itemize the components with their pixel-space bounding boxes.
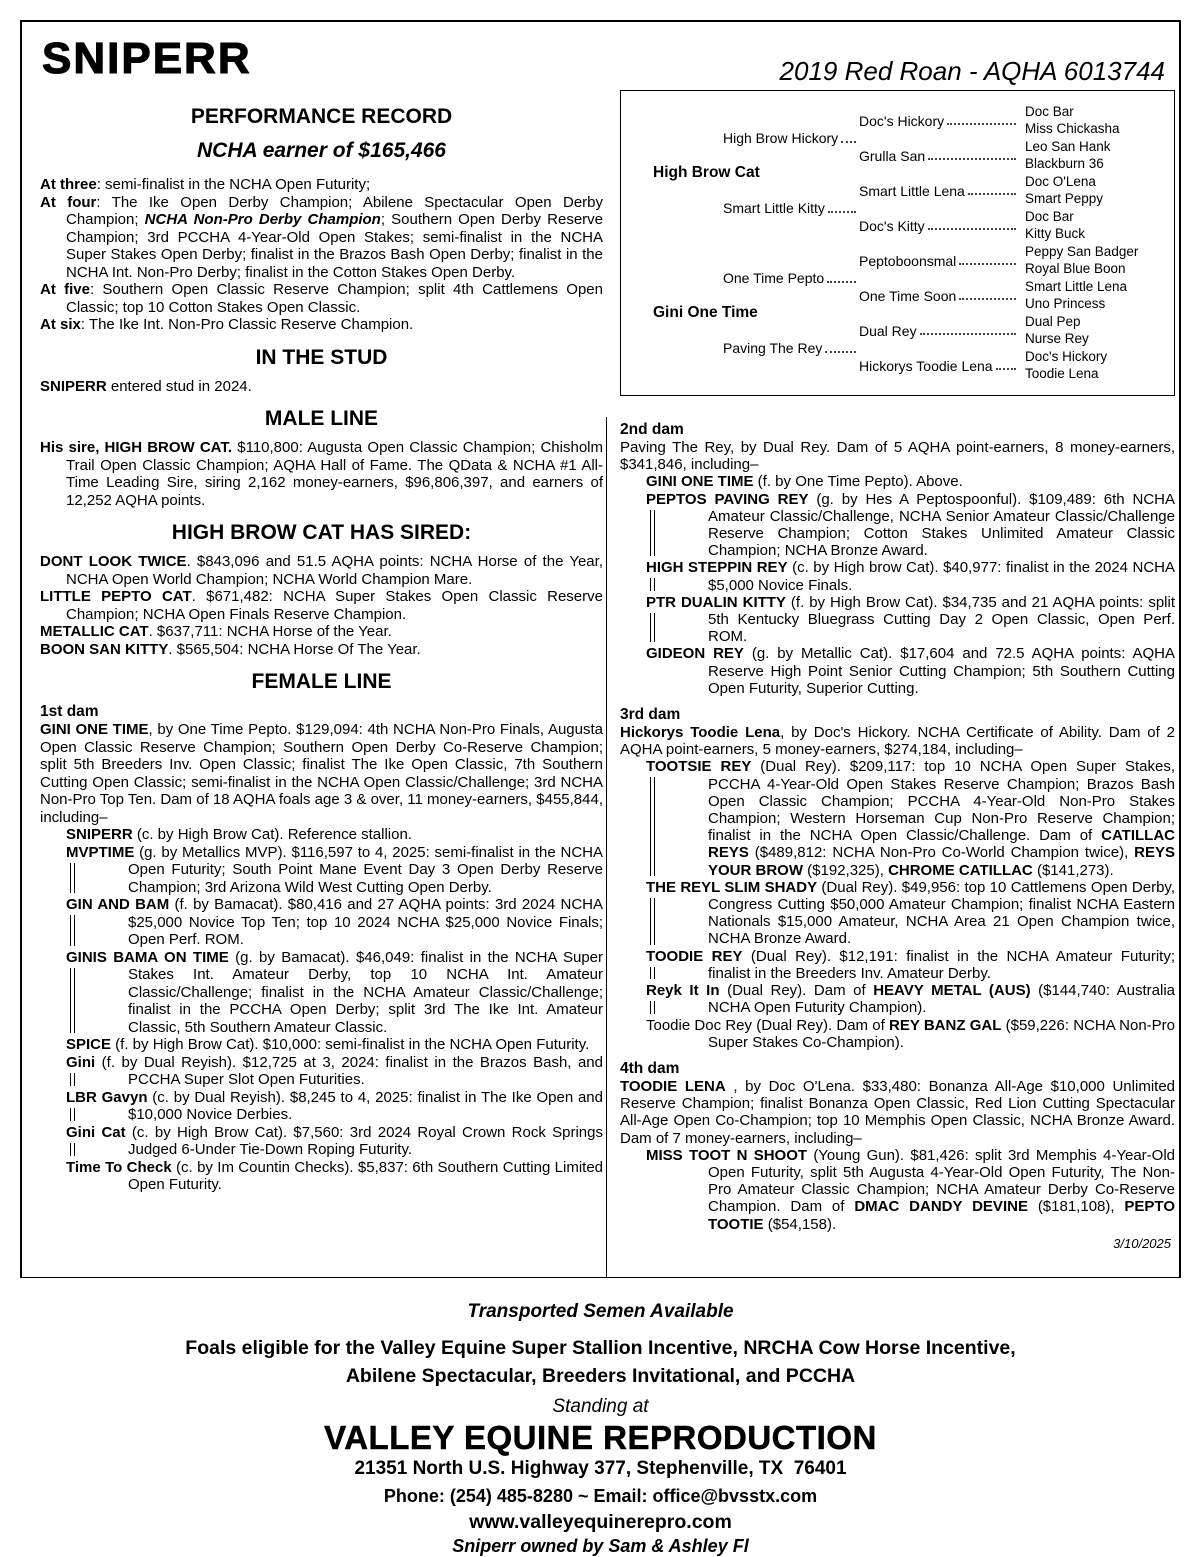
offspring-entry [620,645,1175,697]
offspring-entry [620,1147,1175,1233]
text-segment: HEAVY METAL (AUS) [873,982,1031,1000]
pedigree-gen4-pair [1019,209,1166,242]
text-segment: (f. by High Brow Cat). $34,735 and 21 AQHA points: split 5th Kentucky Bluegrass Cutting Day 2 Open Classic, Open Perf. ROM. [708,593,1175,646]
text-segment: ; Southern Open Derby Reserve Champion; 3rd PCCHA 4-Year-Old Open Stakes; semi-finalist in the NCHA Super Stakes Open Derby; finalist in the Brazos Bash Open Derby; finalist in the NCHA Int. Non-Pro Derby; finalist in the Cotton Stakes Open Derby. [66,211,603,281]
pedigree-gen2-name [635,340,859,356]
text-segment: (f. by Dual Reyish). $12,725 at 3, 2024: finalist in the Brazos Bash, and PCCHA Super Slot Open Futurities. [95,1053,603,1088]
text-segment: DONT LOOK TWICE [40,553,187,570]
pedigree-gen4-name: Smart Peppy [1025,190,1104,206]
text-segment: GINIS BAMA ON TIME [66,948,229,966]
offspring-entry [620,948,1175,982]
earnings-line: NCHA earner of $165,466 [196,139,446,162]
text-segment: , by One Time Pepto. $129,094: 4th NCHA Non-Pro Finals, Augusta Open Classic Reserve Champion; Southern Open Derby Co-Reserve Champion; split 5th Breeders Inv. Open Classic; finalist The Ike Open Classic, 7th Southern Cutting Open Classic; semi-finalist in the NCHA Open Classic/Challenge; 3rd NCHA Non-Pro Top Ten. Dam of 18 AQHA foals age 3 & over, 11 money-earners, $455,844, including– [40,721,603,826]
dam-intro [620,439,1175,473]
text-segment: LITTLE PEPTO CAT [40,588,192,605]
pedigree-gen3-name [859,218,1019,234]
text-segment: GIDEON REY [646,645,744,663]
pedigree-gen4-name: Doc O'Lena [1025,174,1096,189]
pedigree-name: One Time Soon [859,287,957,304]
pedigree-gen2-name [635,200,859,216]
offspring-entry [620,1017,1175,1051]
pedigree-name: Dual Rey [859,322,917,339]
text-segment: (c. by High Brow Cat). Reference stallion. [132,826,412,843]
dotted-leader [959,298,1016,300]
text-segment: CHROME CATILLAC [888,861,1033,879]
horse-name: SNIPERR [42,34,252,83]
text-segment: MISS TOOT N SHOOT [646,1146,808,1164]
offspring-entry [40,1054,603,1089]
pedigree-gen4-name: Doc Bar [1025,209,1074,224]
text-segment: THE REYL SLIM SHADY [646,878,818,896]
text-segment: LBR Gavyn [66,1088,148,1106]
dam-intro [40,721,603,826]
text-segment: REYS YOUR BROW [708,844,1175,879]
pedigree-gen3-name [859,253,1019,269]
offspring-entry [620,758,1175,878]
text-segment: : Southern Open Classic Reserve Champion; split 4th Cattlemens Open Classic; top 10 Cotton Stakes Open Classic. [66,281,603,316]
text-segment: GINI ONE TIME [646,473,754,491]
text-segment: (g. by Metallics MVP). $116,597 to 4, 2025: semi-finalist in the NCHA Open Futurity; South Point Mane Event Day 3 Open Derby Reserve Champion; 3rd Arizona Wild West Cutting Open Derby. [128,843,603,896]
foal-incentives-line2: Abilene Spectacular, Breeders Invitational, and PCCHA [345,1364,856,1387]
text-segment: TOODIE LENA [620,1077,726,1095]
text-segment: His sire, HIGH BROW CAT. [40,439,233,456]
text-segment: . $565,504: NCHA Horse Of The Year. [168,640,421,658]
offspring-entry [620,594,1175,646]
pedigree-date: 3/10/2025 [1113,1235,1171,1251]
text-segment: At five [40,281,90,298]
text-segment: (f. by One Time Pepto). Above. [753,473,963,491]
phone-email-line: Phone: (254) 485-8280 ~ Email: office@bvsstx.com [383,1486,818,1506]
left-column [40,105,603,1194]
pedigree-gen2-name [635,270,859,286]
website-line: www.valleyequinerepro.com [469,1511,732,1533]
pedigree-gen2-name [635,130,859,146]
offspring-entry [620,473,1175,490]
dotted-leader [996,368,1016,370]
text-segment: Time To Check [66,1158,172,1176]
pedigree-name: Peptoboonsmal [859,252,957,269]
text-segment: BOON SAN KITTY [40,640,169,658]
pedigree-gen4-name: Toodie Lena [1025,365,1099,381]
dam-label: 2nd dam [620,421,684,438]
text-segment: (f. by Bamacat). $80,416 and 27 AQHA points: 3rd 2024 NCHA $25,000 Novice Top Ten; top 10 2024 NCHA $25,000 Novice Finals; Open Perf. ROM. [128,896,604,948]
sired-items [40,553,603,658]
text-segment: , by Doc O'Lena. $33,480: Bonanza All-Age $10,000 Unlimited Reserve Champion; finalist Bonanza Open Classic, Red Lion Cutting Spectacular All-Age Open Co-Champion; top 10 Memphis Open Classic, NCHA Bronze Award. Dam of 7 money-earners, including– [620,1077,1175,1147]
page-frame [20,20,1181,1278]
text-segment: PEPTOS PAVING REY [646,490,809,508]
text-segment: ($181,108), [1027,1198,1125,1216]
text-segment: (Dual Rey). $49,956: top 10 Cattlemens Open Derby, Congress Cutting $50,000 Amateur Champion; finalist NCHA Eastern Nationals $15,000 Amateur, NCHA Area 21 Open Champion twice, NCHA Bronze Award. [708,878,1175,948]
text-segment: PEPTO TOOTIE [708,1198,1175,1233]
pedigree-gen4-pair [1019,314,1166,347]
dam-label: 4th dam [620,1059,680,1077]
pedigree-gen4-name: Doc Bar [1025,104,1074,119]
text-segment: : The Ike Open Derby Champion; Abilene Spectacular Open Derby Champion; [66,193,603,228]
text-segment: , by Doc's Hickory. NCHA Certificate of Ability. Dam of 2 AQHA point-earners, 5 money-earners, $274,184, including– [620,724,1175,759]
dam-label: 1st dam [40,703,99,720]
pedigree-gen3-name [859,323,1019,339]
text-segment: Hickorys Toodie Lena [620,724,781,742]
dotted-leader [828,211,856,213]
text-segment: (Dual Rey). $12,191: finalist in the NCHA Amateur Futurity; finalist in the Breeders Inv. Amateur Derby. [708,947,1175,982]
text-segment: $110,800: Augusta Open Classic Champion; Chisholm Trail Open Classic Champion; AQHA Hall of Fame. The QData & NCHA #1 All-Time Leading Sire, siring 2,162 money-earners, $96,806,397, and earners of 12,252 AQHA points. [66,439,603,509]
text-segment: NCHA Non-Pro Derby Champion [144,211,381,228]
right-column [620,90,1175,1251]
farm-address: 21351 North U.S. Highway 377, Stephenville, TX 76401 [354,1458,847,1479]
pedigree-name: Doc's Kitty [859,217,925,234]
sired-item [40,641,603,659]
pedigree-gen4-name: Smart Little Lena [1025,279,1128,294]
text-segment: entered stud in 2024. [106,377,252,395]
dotted-leader [947,123,1016,125]
text-segment: Paving The Rey, by Dual Rey. Dam of 5 AQHA point-earners, 8 money-earners, $341,846, including– [620,439,1175,474]
text-segment: ($59,226: NCHA Non-Pro Super Stakes Co-Champion). [708,1016,1175,1051]
offspring-entry [40,949,603,1037]
text-segment: ($54,158). [763,1215,837,1233]
text-segment: . $843,096 and 51.5 AQHA points: NCHA Horse of the Year, NCHA Open World Champion; NCHA World Champion Mare. [66,553,603,588]
offspring-entry [620,879,1175,948]
offspring-entry [40,826,603,844]
pedigree-gen3-name [859,288,1019,304]
text-segment: (g. by Bamacat). $46,049: finalist in the NCHA Super Stakes Int. Amateur Derby, top 10 NCHA Int. Amateur Classic/Challenge; finalist in the NCHA Amateur Classic/Challenge; finalist in the PCCHA Open Derby; split 3rd The Ike Int. Amateur Classic, 5th Southern Amateur Classic. [128,948,603,1036]
offspring-entry [40,896,603,949]
pedigree-name: High Brow Hickory [723,130,839,146]
pedigree-gen3-name [859,148,1019,164]
dam-label: 3rd dam [620,706,681,724]
text-segment: ($141,273). [1032,861,1114,879]
performance-record-heading: PERFORMANCE RECORD [190,105,453,128]
dotted-leader [825,351,856,353]
owner-line-clipped: Sniperr owned by Sam & Ashley Fl [452,1536,749,1556]
text-segment: : semi-finalist in the NCHA Open Futurity; [96,176,371,193]
pedigree-gen4-pair [1019,104,1166,137]
pedigree-gen4-pair [1019,174,1166,207]
pedigree-sire: High Brow Cat [653,164,760,181]
pedigree-name: Hickorys Toodie Lena [859,357,993,374]
offspring-entry [620,559,1175,593]
text-segment: : The Ike Int. Non-Pro Classic Reserve Champion. [80,316,414,333]
text-segment: . $671,482: NCHA Super Stakes Open Classic Reserve Champion; NCHA Open Finals Reserve Champion. [66,588,603,623]
dam-intro [620,1078,1175,1147]
text-segment: . $637,711: NCHA Horse of the Year. [148,623,392,640]
dotted-leader [920,333,1016,335]
text-segment: MVPTIME [66,843,135,861]
dotted-leader [959,263,1016,265]
pedigree-gen3-name [859,358,1019,374]
pedigree-gen4-pair [1019,349,1166,382]
pedigree-name: Paving The Rey [723,340,823,356]
text-segment: SNIPERR [40,377,107,395]
dotted-leader [841,141,856,143]
farm-name: VALLEY EQUINE REPRODUCTION [324,1419,877,1456]
sire-paragraph [40,439,603,509]
semen-available-line: Transported Semen Available [467,1301,734,1322]
foal-incentives-line1: Foals eligible for the Valley Equine Super Stallion Incentive, NRCHA Cow Horse Incentive, [185,1337,1016,1359]
offspring-entry [40,1036,603,1054]
offspring-entry [40,1089,603,1124]
text-segment: SPICE [66,1036,112,1053]
pedigree-gen4-pair [1019,139,1166,172]
text-segment: Toodie Doc Rey (Dual Rey). Dam of [646,1016,890,1034]
pedigree-grid [635,103,1166,383]
dotted-leader [968,193,1016,195]
text-segment: GIN AND BAM [66,896,170,913]
text-segment: (Dual Rey). $209,117: top 10 NCHA Open Super Stakes, PCCHA 4-Year-Old Open Stakes Reserve Champion; Brazos Bash Open Classic Champion; PCCHA 4-Year-Old Non-Pro Stakes Champion; Western Horseman Cup Non-Pro Reserve Champion; finalist in the NCHA Open Classic/Challenge. Dam of [708,758,1175,845]
performance-items [40,176,603,334]
pedigree-gen3-name [859,113,1019,129]
pedigree-gen4-name: Kitty Buck [1025,225,1086,241]
pedigree-gen4-name: Leo San Hank [1025,139,1111,154]
performance-item [40,194,603,282]
pedigree-name: Grulla San [859,147,926,164]
pedigree-gen4-pair [1019,279,1166,312]
pedigree-gen4-pair [1019,244,1166,277]
pedigree-gen4-name: Blackburn 36 [1025,155,1104,171]
pedigree-gen4-name: Miss Chickasha [1025,120,1120,136]
first-dam-section [40,702,603,1194]
text-segment: (Young Gun). $81,426: split 3rd Memphis 4-Year-Old Open Futurity, split 5th Augusta 4-Year-Old Open Futurity, The Non-Pro Amateur Classic Champion; NCHA Amateur Derby Co-Reserve Champion. Dam of [708,1146,1176,1216]
female-line-heading: FEMALE LINE [251,670,392,693]
pedigree-gen4-name: Royal Blue Boon [1025,260,1126,276]
text-segment: (Dual Rey). Dam of [719,982,874,1000]
dam-intro [620,724,1175,758]
text-segment: TOODIE REY [646,947,743,965]
text-segment: (c. by Dual Reyish). $8,245 to 4, 2025: finalist in The Ike Open and $10,000 Novice Derbies. [128,1088,603,1123]
foal-incentives-text [20,1335,1181,1390]
text-segment: (c. by High Brow Cat). $7,560: 3rd 2024 Royal Crown Rock Springs Judged 6-Under Tie-Down Roping Futurity. [125,1123,603,1158]
male-line-heading: MALE LINE [264,407,379,430]
pedigree-chart [620,90,1175,396]
text-segment: REY BANZ GAL [889,1016,1002,1034]
offspring-entry [40,1124,603,1159]
footer [20,1281,1181,1557]
text-segment: DMAC DANDY DEVINE [854,1198,1028,1216]
offspring-entry [40,844,603,897]
performance-item [40,316,603,334]
text-segment: Gini [66,1053,96,1071]
text-segment: CATILLAC REYS [708,827,1175,862]
text-segment: At three [40,176,97,193]
performance-item [40,176,603,194]
stud-line [40,378,603,396]
text-segment: TOOTSIE REY [646,758,752,776]
dotted-leader [928,228,1016,230]
column-divider [606,417,607,1277]
sired-heading: HIGH BROW CAT HAS SIRED: [171,521,472,544]
pedigree-gen4-name: Uno Princess [1025,295,1106,311]
text-segment: Reyk It In [646,982,720,1000]
sired-item [40,553,603,588]
text-segment: SNIPERR [66,826,133,843]
horse-details: 2019 Red Roan - AQHA 6013744 [779,56,1165,86]
pedigree-dam: Gini One Time [653,304,758,321]
dotted-leader [827,281,856,283]
text-segment: ($489,812: NCHA Non-Pro Co-World Champion twice), [748,844,1135,862]
dotted-leader [928,158,1016,160]
text-segment: At four [40,193,97,211]
text-segment: (c. by Im Countin Checks). $5,837: 6th Southern Cutting Limited Open Futurity. [128,1158,603,1193]
text-segment: Gini Cat [66,1123,126,1141]
offspring-entry [40,1159,603,1194]
pedigree-name: Smart Little Lena [859,182,965,199]
text-segment: GINI ONE TIME [40,721,149,738]
pedigree-gen4-name: Doc's Hickory [1025,349,1108,364]
text-segment: At six [40,316,81,333]
pedigree-name: Doc's Hickory [859,112,945,129]
text-segment: (f. by High Brow Cat). $10,000: semi-finalist in the NCHA Open Futurity. [111,1036,590,1053]
text-segment: (g. by Metallic Cat). $17,604 and 72.5 AQHA points: AQHA Reserve High Point Senior Cutting Champion; 5th Southern Cutting Open Futurity, Superior Cutting. [708,645,1175,697]
performance-item [40,281,603,316]
text-segment: (c. by High brow Cat). $40,977: finalist in the 2024 NCHA $5,000 Novice Finals. [708,559,1175,594]
text-segment: (g. by Hes A Peptospoonful). $109,489: 6th NCHA Amateur Classic/Challenge, NCHA Senior Amateur Classic/Challenge Reserve Champion; Cotton Stakes Unlimited Amateur Classic Champion; NCHA Bronze Award. [708,490,1176,560]
pedigree-gen4-name: Peppy San Badger [1025,244,1139,259]
pedigree-gen4-name: Dual Pep [1025,314,1081,329]
text-segment: ($192,325), [803,861,889,879]
text-segment: METALLIC CAT [40,623,149,640]
pedigree-gen3-name [859,183,1019,199]
in-the-stud-heading: IN THE STUD [255,345,388,369]
pedigree-gen4-name: Nurse Rey [1025,330,1089,346]
extended-dams-section [620,420,1175,1233]
text-segment: PTR DUALIN KITTY [646,593,786,611]
standing-at-label: Standing at [552,1396,649,1417]
text-segment: ($144,740: Australia NCHA Open Futurity Champion). [708,982,1175,1017]
offspring-entry [620,491,1175,560]
sired-item [40,588,603,623]
offspring-entry [620,982,1175,1016]
text-segment: HIGH STEPPIN REY [646,559,788,577]
pedigree-name: Smart Little Kitty [723,200,825,216]
sired-item [40,623,603,641]
pedigree-name: One Time Pepto [723,270,825,286]
